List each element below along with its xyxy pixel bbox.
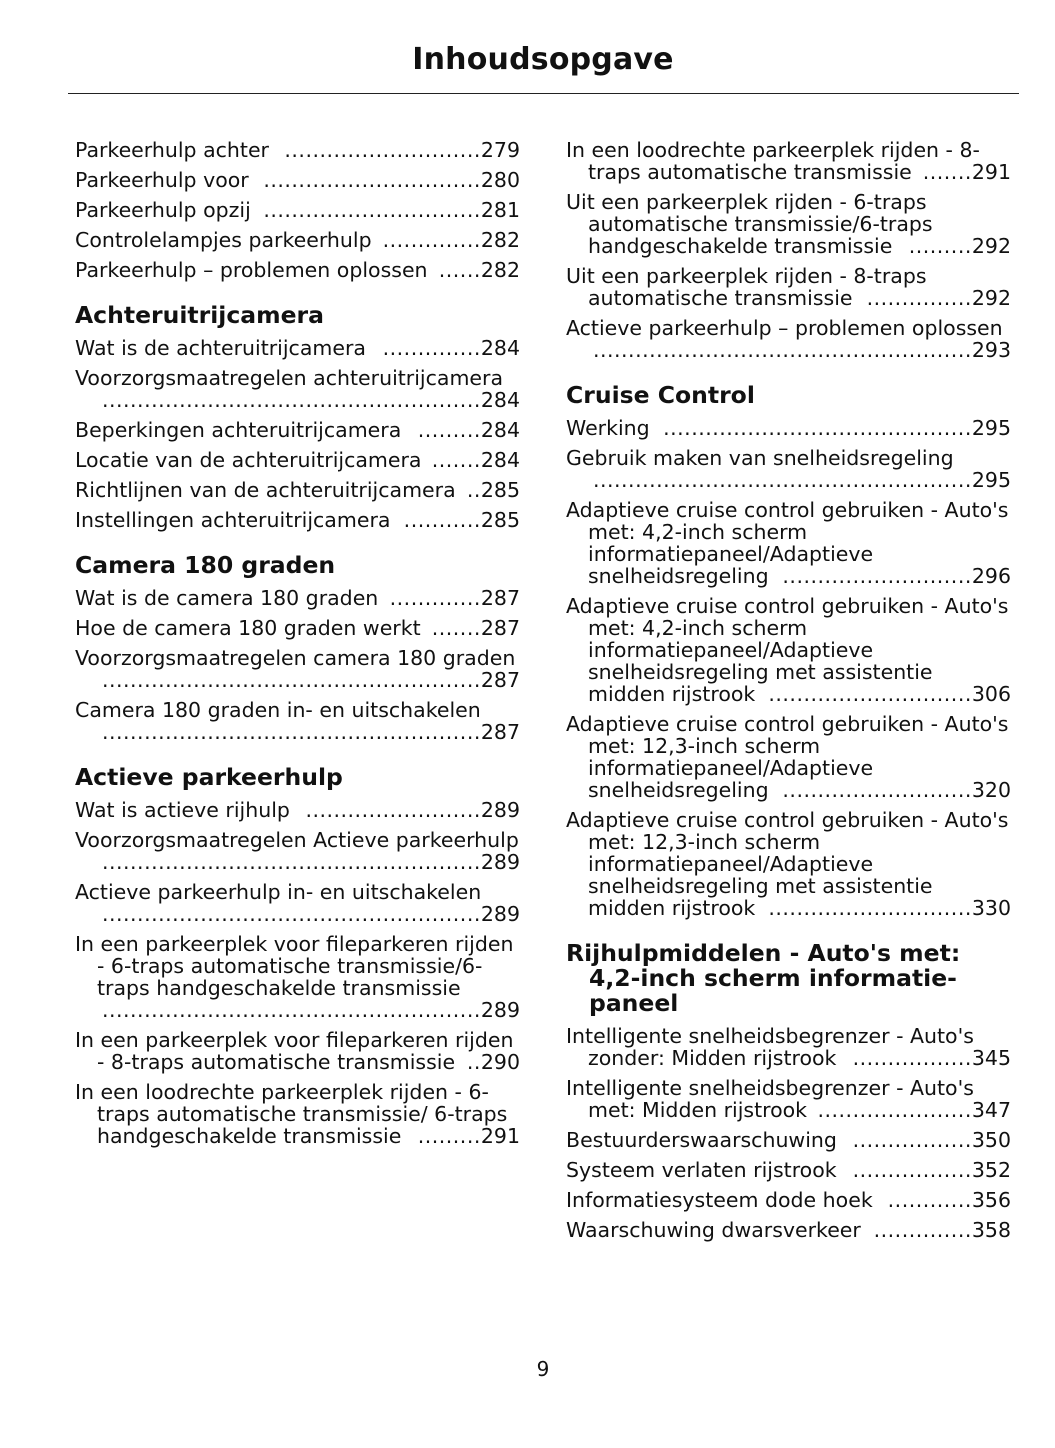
toc-entry[interactable] xyxy=(566,1129,1011,1151)
dot-leader: .............. xyxy=(873,1219,972,1241)
dot-leader: ...... xyxy=(438,259,481,281)
toc-entry-page: 287 xyxy=(480,721,520,743)
toc-entry-leader xyxy=(588,339,1011,361)
toc-entry-title: Bestuurderswaarschuwing xyxy=(566,1128,837,1152)
section-heading: Camera 180 graden xyxy=(75,551,336,579)
toc-entry-leader xyxy=(428,449,521,471)
toc-entry-title: Controlelampjes parkeerhulp xyxy=(75,228,372,252)
toc-entry-page: 330 xyxy=(971,897,1011,919)
toc-entry-page: 282 xyxy=(480,229,520,251)
toc-section xyxy=(566,383,1011,919)
dot-leader: .. xyxy=(466,479,481,501)
toc-entry-title: In een parkeerplek voor fileparkeren rijden - 6-traps automatische transmissie/6-traps handgeschakelde transmissie xyxy=(75,932,514,1000)
title-divider xyxy=(68,93,1019,94)
toc-entry-leader xyxy=(761,897,1011,919)
toc-entry-title: Wat is de achteruitrijcamera xyxy=(75,336,366,360)
toc-entry-page: 284 xyxy=(480,337,520,359)
toc-entry-page: 281 xyxy=(480,199,520,221)
toc-entry-title: Uit een parkeerplek rijden - 8-traps automatische transmissie xyxy=(566,264,927,310)
toc-entry-title: Parkeerhulp opzij xyxy=(75,198,251,222)
toc-entry[interactable] xyxy=(75,881,520,925)
toc-entry[interactable] xyxy=(566,809,1011,919)
toc-entry-page: 356 xyxy=(971,1189,1011,1211)
toc-entry-title: Informatiesysteem dode hoek xyxy=(566,1188,873,1212)
toc-entry[interactable] xyxy=(75,367,520,411)
toc-column-right xyxy=(566,139,1011,1249)
dot-leader: .............. xyxy=(382,229,481,251)
toc-entry-page: 320 xyxy=(971,779,1011,801)
toc-entry-leader xyxy=(867,1219,1011,1241)
toc-entry[interactable] xyxy=(75,587,520,609)
toc-entry[interactable] xyxy=(75,933,520,1021)
toc-entry[interactable] xyxy=(75,1081,520,1147)
toc-entry-page: 291 xyxy=(480,1125,520,1147)
dot-leader: ............................. xyxy=(768,897,972,919)
dot-leader: .............. xyxy=(382,337,481,359)
toc-entry-leader xyxy=(396,509,520,531)
toc-entry-title: Waarschuwing dwarsverkeer xyxy=(566,1218,861,1242)
toc-entry-page: 345 xyxy=(971,1047,1011,1069)
dot-leader: ............. xyxy=(389,587,481,609)
toc-entry[interactable] xyxy=(75,479,520,501)
dot-leader: ....... xyxy=(922,161,972,183)
toc-entry-title: Instellingen achteruitrijcamera xyxy=(75,508,391,532)
dot-leader: ......... xyxy=(908,235,972,257)
toc-entry-title: Wat is de camera 180 graden xyxy=(75,586,379,610)
dot-leader: ........................... xyxy=(782,565,972,587)
toc-entry[interactable] xyxy=(75,799,520,821)
dot-leader: ...................................................... xyxy=(101,851,481,873)
toc-entry[interactable] xyxy=(566,499,1011,587)
toc-entry-page: 287 xyxy=(480,669,520,691)
toc-entry-title: Parkeerhulp – problemen oplossen xyxy=(75,258,428,282)
toc-section xyxy=(75,553,520,743)
toc-entry[interactable] xyxy=(75,169,520,191)
toc-entry-page: 290 xyxy=(480,1051,520,1073)
toc-entry[interactable] xyxy=(566,595,1011,705)
toc-entry-title: Adaptieve cruise control gebruiken - Auto's met: 12,3-inch scherm informatiepaneel/Adaptieve snelheidsregeling xyxy=(566,712,1009,802)
toc-entry-title: Voorzorgsmaatregelen Actieve parkeerhulp xyxy=(75,828,519,852)
toc-entry-title: Parkeerhulp achter xyxy=(75,138,269,162)
toc-entry-leader xyxy=(898,235,1011,257)
toc-entry-page: 287 xyxy=(480,617,520,639)
dot-leader: ...................................................... xyxy=(101,721,481,743)
toc-entry-leader xyxy=(378,229,520,251)
toc-entry[interactable] xyxy=(75,199,520,221)
page-number: 9 xyxy=(536,1357,550,1381)
toc-entry-leader xyxy=(97,851,520,873)
toc-entry-page: 295 xyxy=(971,469,1011,491)
dot-leader: ........................... xyxy=(782,779,972,801)
toc-entry-page: 296 xyxy=(971,565,1011,587)
toc-entry[interactable] xyxy=(566,265,1011,309)
dot-leader: ............................. xyxy=(768,683,972,705)
toc-entry[interactable] xyxy=(75,259,520,281)
toc-entry-leader xyxy=(462,479,520,501)
toc-entry-leader xyxy=(255,169,520,191)
page-title: Inhoudsopgave xyxy=(412,42,674,77)
dot-leader: ................. xyxy=(852,1047,972,1069)
toc-entry-page: 295 xyxy=(971,417,1011,439)
toc-entry[interactable] xyxy=(75,509,520,531)
toc-entry[interactable] xyxy=(566,139,1011,183)
toc-entry[interactable] xyxy=(75,829,520,873)
toc-entry-title: Richtlijnen van de achteruitrijcamera xyxy=(75,478,456,502)
toc-entry-page: 282 xyxy=(480,259,520,281)
toc-entry-title: Adaptieve cruise control gebruiken - Auto's met: 12,3-inch scherm informatiepaneel/Adaptieve snelheidsregeling met assistentie midden rijstrook xyxy=(566,808,1009,920)
toc-entry-page: 280 xyxy=(480,169,520,191)
toc-entry-page: 284 xyxy=(480,389,520,411)
toc-entry-title: Systeem verlaten rijstrook xyxy=(566,1158,837,1182)
dot-leader: ....... xyxy=(431,617,481,639)
toc-entry-page: 352 xyxy=(971,1159,1011,1181)
toc-entry-leader xyxy=(761,683,1011,705)
section-heading: Actieve parkeerhulp xyxy=(75,763,343,791)
toc-entry-leader xyxy=(97,721,520,743)
toc-entry-page: 289 xyxy=(480,799,520,821)
toc-entry[interactable] xyxy=(566,191,1011,257)
toc-entry-leader xyxy=(461,1051,520,1073)
toc-section xyxy=(75,139,520,281)
toc-entry[interactable] xyxy=(566,713,1011,801)
dot-leader: ............................... xyxy=(263,169,481,191)
dot-leader: ...................................................... xyxy=(592,469,972,491)
toc-entry-title: In een parkeerplek voor fileparkeren rijden - 8-traps automatische transmissie xyxy=(75,1028,514,1074)
toc-entry-leader xyxy=(859,287,1011,309)
toc-entry-title: Gebruik maken van snelheidsregeling xyxy=(566,446,954,470)
toc-entry-leader xyxy=(97,389,520,411)
dot-leader: ............... xyxy=(866,287,972,309)
toc-entry-title: In een loodrechte parkeerplek rijden - 8-traps automatische transmissie xyxy=(566,138,980,184)
toc-entry[interactable] xyxy=(75,419,520,441)
toc-entry-leader xyxy=(879,1189,1011,1211)
toc-entry-page: 289 xyxy=(480,999,520,1021)
toc-entry-page: 289 xyxy=(480,903,520,925)
toc-entry-title: Wat is actieve rijhulp xyxy=(75,798,290,822)
toc-entry-page: 289 xyxy=(480,851,520,873)
toc-entry-leader xyxy=(97,999,520,1021)
toc-entry-leader xyxy=(842,1047,1011,1069)
toc-entry-title: Adaptieve cruise control gebruiken - Auto's met: 4,2-inch scherm informatiepaneel/Adaptieve snelheidsregeling met assistentie midden rijstrook xyxy=(566,594,1009,706)
toc-entry-leader xyxy=(407,419,520,441)
dot-leader: ................. xyxy=(852,1159,972,1181)
dot-leader: ...................................................... xyxy=(592,339,972,361)
toc-entry-leader xyxy=(427,617,520,639)
dot-leader: ......... xyxy=(417,419,481,441)
toc-entry-page: 350 xyxy=(971,1129,1011,1151)
toc-entry-page: 285 xyxy=(480,509,520,531)
toc-entry-leader xyxy=(275,139,520,161)
dot-leader: ...................... xyxy=(817,1099,972,1121)
toc-entry-page: 306 xyxy=(971,683,1011,705)
toc-entry-title: Adaptieve cruise control gebruiken - Auto's met: 4,2-inch scherm informatiepaneel/Adaptieve snelheidsregeling xyxy=(566,498,1009,588)
toc-entry-page: 358 xyxy=(971,1219,1011,1241)
toc-entry[interactable] xyxy=(566,447,1011,491)
toc-entry-page: 293 xyxy=(971,339,1011,361)
toc-entry[interactable] xyxy=(75,1029,520,1073)
toc-entry-title: Beperkingen achteruitrijcamera xyxy=(75,418,402,442)
section-heading: Rijhulpmiddelen - Auto's met: 4,2-inch scherm informatie- paneel xyxy=(566,939,961,1017)
toc-entry-page: 284 xyxy=(480,419,520,441)
dot-leader: ...................................................... xyxy=(101,669,481,691)
toc-entry-title: Uit een parkeerplek rijden - 6-traps automatische transmissie/6-traps handgeschakelde transmissie xyxy=(566,190,933,258)
toc-entry[interactable] xyxy=(75,699,520,743)
toc-section xyxy=(566,941,1011,1241)
toc-entry-title: Intelligente snelheidsbegrenzer - Auto's met: Midden rijstrook xyxy=(566,1076,974,1122)
toc-entry-title: Werking xyxy=(566,416,650,440)
toc-entry[interactable] xyxy=(75,139,520,161)
toc-entry-title: In een loodrechte parkeerplek rijden - 6-traps automatische transmissie/ 6-traps handgeschakelde transmissie xyxy=(75,1080,508,1148)
toc-entry-leader xyxy=(384,587,520,609)
toc-entry-leader xyxy=(434,259,520,281)
dot-leader: ...................................................... xyxy=(101,999,481,1021)
toc-entry[interactable] xyxy=(566,317,1011,361)
toc-entry-leader xyxy=(588,469,1011,491)
toc-entry[interactable] xyxy=(75,647,520,691)
dot-leader: ............ xyxy=(887,1189,972,1211)
toc-section xyxy=(75,303,520,531)
toc-entry-page: 292 xyxy=(971,235,1011,257)
dot-leader: .. xyxy=(466,1051,481,1073)
toc-entry[interactable] xyxy=(75,449,520,471)
toc-entry-leader xyxy=(918,161,1011,183)
toc-entry-leader xyxy=(97,903,520,925)
toc-entry-leader xyxy=(97,669,520,691)
toc-entry-leader xyxy=(407,1125,520,1147)
toc-entry-page: 279 xyxy=(480,139,520,161)
toc-entry[interactable] xyxy=(75,229,520,251)
toc-entry[interactable] xyxy=(566,1025,1011,1069)
toc-entry-leader xyxy=(843,1159,1011,1181)
toc-entry[interactable] xyxy=(566,1219,1011,1241)
toc-entry-title: Camera 180 graden in- en uitschakelen xyxy=(75,698,481,722)
toc-entry-page: 347 xyxy=(971,1099,1011,1121)
toc-entry[interactable] xyxy=(75,617,520,639)
toc-entry-title: Hoe de camera 180 graden werkt xyxy=(75,616,421,640)
dot-leader: ....... xyxy=(431,449,481,471)
toc-entry-page: 291 xyxy=(971,161,1011,183)
toc-entry-title: Parkeerhulp voor xyxy=(75,168,249,192)
section-heading: Achteruitrijcamera xyxy=(75,301,324,329)
toc-entry[interactable] xyxy=(75,337,520,359)
toc-entry-leader xyxy=(656,417,1011,439)
toc-section xyxy=(566,139,1011,361)
toc-entry-page: 292 xyxy=(971,287,1011,309)
toc-entry-leader xyxy=(775,565,1011,587)
dot-leader: ...................................................... xyxy=(101,903,481,925)
toc-entry-leader xyxy=(775,779,1011,801)
toc-entry[interactable] xyxy=(566,1077,1011,1121)
dot-leader: ............................ xyxy=(284,139,481,161)
toc-entry-page: 284 xyxy=(480,449,520,471)
dot-leader: ......................... xyxy=(305,799,481,821)
dot-leader: ............................................ xyxy=(663,417,972,439)
toc-entry-title: Intelligente snelheidsbegrenzer - Auto's zonder: Midden rijstrook xyxy=(566,1024,974,1070)
toc-entry-leader xyxy=(372,337,520,359)
toc-entry-leader xyxy=(843,1129,1011,1151)
toc-entry-title: Voorzorgsmaatregelen camera 180 graden xyxy=(75,646,516,670)
toc-entry-page: 287 xyxy=(480,587,520,609)
toc-column-left xyxy=(75,139,520,1155)
dot-leader: ............................... xyxy=(263,199,481,221)
toc-entry-leader xyxy=(257,199,520,221)
toc-entry[interactable] xyxy=(566,1189,1011,1211)
toc-section xyxy=(75,765,520,1147)
dot-leader: ........... xyxy=(403,509,481,531)
section-heading: Cruise Control xyxy=(566,381,755,409)
dot-leader: ......... xyxy=(417,1125,481,1147)
toc-entry-title: Actieve parkeerhulp in- en uitschakelen xyxy=(75,880,482,904)
toc-entry-title: Voorzorgsmaatregelen achteruitrijcamera xyxy=(75,366,504,390)
toc-entry[interactable] xyxy=(566,417,1011,439)
toc-entry-title: Actieve parkeerhulp – problemen oplossen xyxy=(566,316,1003,340)
toc-entry-leader xyxy=(296,799,520,821)
toc-entry[interactable] xyxy=(566,1159,1011,1181)
toc-entry-page: 285 xyxy=(480,479,520,501)
dot-leader: ...................................................... xyxy=(101,389,481,411)
toc-entry-leader xyxy=(813,1099,1011,1121)
toc-entry-title: Locatie van de achteruitrijcamera xyxy=(75,448,422,472)
dot-leader: ................. xyxy=(852,1129,972,1151)
